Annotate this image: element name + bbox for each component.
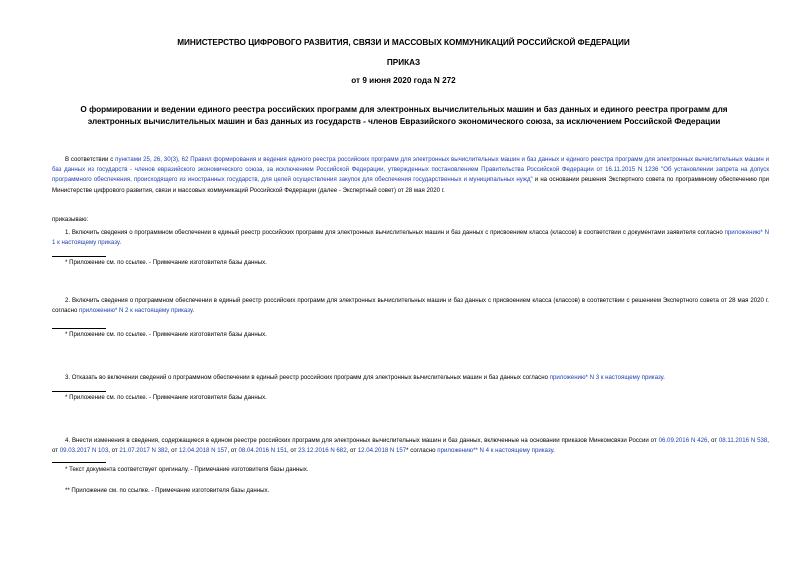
footnote-4a: * Текст документа соответствует оригиналу. - Примечание изготовителя базы данных. [65,466,309,473]
item-4-text-1: 4. Внести изменения в сведения, содержащиеся в едином реестре российских программ для электронных вычислительных машин и баз данных, включенные на основании приказов Минкомсвязи России от [65,437,659,444]
item-4-paragraph [52,436,769,456]
item-4-end: . [553,447,555,455]
intro-text-2: и на основании решения Экспертного совета по программному обеспечению при Министерстве цифрового развития, связи и массовых коммуникаций Российской Федерации (далее - Экспертный совет) от 28 мая 2020 г. [52,176,769,194]
order-426-link[interactable]: 06.09.2016 N 426 [658,437,708,444]
item-4-sep-5: , от [227,447,239,455]
order-538-link[interactable]: 08.11.2016 N 538 [718,437,768,444]
intro-text-1: В соответствии с [65,156,116,163]
item-3-text: 3. Отказать во включении сведений о программном обеспечении в единый реестр российских программ для электронных вычислительных машин и баз данных согласно [65,374,550,381]
appendix-2-link[interactable]: приложению* N 2 к настоящему приказу [79,307,193,315]
item-4-sep-2: , от [52,437,769,455]
appendix-4-link[interactable]: приложению** N 4 к настоящему приказу [437,447,554,455]
item-2-paragraph [52,296,769,316]
item-4-sep-6: , от [286,447,299,455]
footnote-divider-1 [52,256,106,257]
item-4-sep-7: , от [346,447,358,455]
item-2-end: . [192,307,195,315]
item-1-paragraph [52,228,769,248]
item-4-sep-8: * согласно [406,447,438,455]
footnote-divider-4 [52,462,106,463]
order-682-link[interactable]: 23.12.2016 N 682 [298,447,347,455]
order-157-second-link[interactable]: 12.04.2018 N 157 [357,447,407,455]
footnote-2: * Приложение см. по ссылке. - Примечание изготовителя базы данных. [65,331,267,338]
footnote-divider-3 [52,391,106,392]
item-1-end: . [119,239,122,247]
ministry-heading: МИНИСТЕРСТВО ЦИФРОВОГО РАЗВИТИЯ, СВЯЗИ И МАССОВЫХ КОММУНИКАЦИЙ РОССИЙСКОЙ ФЕДЕРАЦИИ [177,38,630,47]
item-4-sep-1: , от [707,437,719,444]
intro-paragraph [52,155,769,196]
footnote-1: * Приложение см. по ссылке. - Примечание изготовителя базы данных. [65,259,267,266]
rules-link[interactable]: пунктами 25, 26, 30(3), 62 Правил формирования и ведения единого реестра российских программ для электронных вычислительных машин и баз данных и единого реестра программ для электронных вычислительных машин и баз данных из государств - членов евразийского экономического союза, за исключением Российской Федерации, утвержденных постановлением Правительства Российской Федерации от 16.11.2015 N 1236 "Об установлении запрета на допуск программного обеспечения, происходящего из иностранных государств, для целей осуществления закупок для обеспечения государственных и муниципальных нужд" [52,156,769,184]
item-2-text: 2. Включить сведения о программном обеспечении в единый реестр российских программ для электронных вычислительных машин и баз данных с присвоением класса (классов) в соответствии с решением Экспертного совета от 28 мая 2020 г. согласно [52,297,769,315]
footnote-4b: ** Приложение см. по ссылке. - Примечание изготовителя базы данных. [65,487,270,494]
footnote-divider-2 [52,328,106,329]
item-4-sep-4: , от [167,447,179,455]
order-151-link[interactable]: 08.04.2016 N 151 [238,447,287,455]
item-3-end: . [663,374,665,381]
item-3-paragraph [52,373,769,383]
document-date: от 9 июня 2020 года N 272 [351,76,456,85]
order-157-link[interactable]: 12.04.2018 N 157 [178,447,228,455]
order-103-link[interactable]: 09.03.2017 N 103 [59,447,109,455]
order-word: приказываю: [52,216,89,223]
document-title-line-2: электронных вычислительных машин и баз данных из государств - членов Евразийского экономического союза, за исключением Российской Федерации [87,117,721,126]
document-title-line-1: О формировании и ведении единого реестра российских программ для электронных вычислительных машин и баз данных и единого реестра программ для [80,105,728,114]
item-1-text: 1. Включить сведения о программном обеспечении в единый реестр российских программ для электронных вычислительных машин и баз данных с присвоением класса (классов) в соответствии с документами заявителя согласно [65,229,725,236]
appendix-1-link[interactable]: приложению* N 1 к настоящему приказу [52,229,769,247]
order-382-link[interactable]: 21.07.2017 N 382 [119,447,168,455]
item-4-sep-3: , от [108,447,120,455]
document-type: ПРИКАЗ [386,58,421,67]
appendix-3-link[interactable]: приложению* N 3 к настоящему приказу [549,374,664,381]
footnote-3: * Приложение см. по ссылке. - Примечание изготовителя базы данных. [65,394,267,401]
